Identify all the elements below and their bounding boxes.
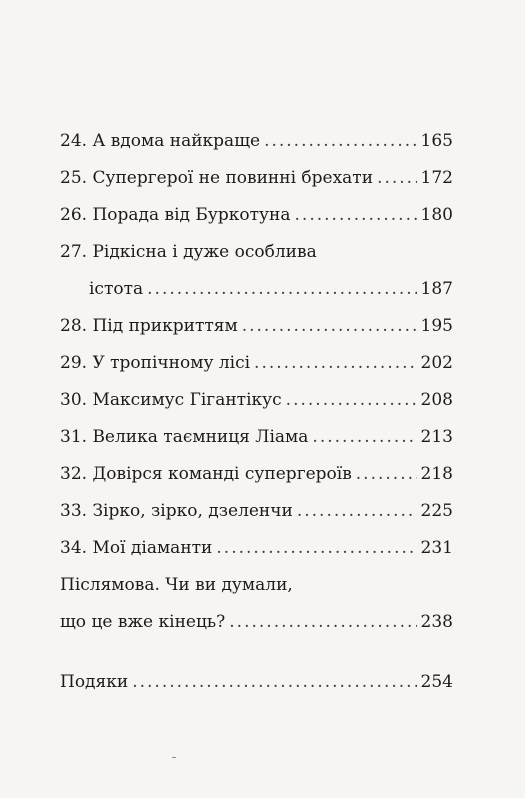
toc-title: 34. Мої діаманти — [60, 538, 213, 558]
toc-entry-28 — [60, 316, 453, 336]
paper-speck — [172, 757, 176, 758]
toc-entry-34 — [60, 538, 453, 558]
toc-page-number: 202 — [420, 353, 453, 373]
toc-title: 24. А вдома найкраще — [60, 131, 261, 151]
toc-page-number: 187 — [420, 279, 453, 299]
toc-page-number: 231 — [420, 538, 453, 558]
dot-leader — [377, 168, 416, 188]
toc-title: 31. Велика таємниця Ліама — [60, 427, 309, 447]
toc-page-number: 208 — [420, 390, 453, 410]
toc-title-line1: 27. Рідкісна і дуже особлива — [60, 242, 317, 262]
toc-title: 28. Під прикриттям — [60, 316, 238, 336]
toc-title-line2: істота — [89, 279, 144, 299]
toc-entry-acknowledgements — [60, 672, 453, 692]
dot-leader — [242, 316, 417, 336]
toc-title: 29. У тропічному лісі — [60, 353, 251, 373]
dot-leader — [264, 131, 416, 151]
toc-page-number: 172 — [420, 168, 453, 188]
toc-page-number: 254 — [420, 672, 453, 692]
dot-leader — [254, 353, 417, 373]
toc-entry-31 — [60, 427, 453, 447]
toc-entry-32 — [60, 464, 453, 484]
dot-leader — [132, 672, 416, 692]
toc-page-number: 238 — [420, 612, 453, 632]
dot-leader — [286, 390, 417, 410]
toc-entry-26 — [60, 205, 453, 225]
toc-title-line2: що це вже кінець? — [60, 612, 226, 632]
toc-entry-25 — [60, 168, 453, 188]
toc-title: 33. Зірко, зірко, дзеленчи — [60, 501, 293, 521]
toc-page-number: 213 — [420, 427, 453, 447]
toc-title-line1: Післямова. Чи ви думали, — [60, 575, 293, 595]
table-of-contents — [60, 131, 453, 709]
toc-page-number: 195 — [420, 316, 453, 336]
dot-leader — [297, 501, 417, 521]
toc-title: 26. Порада від Буркотуна — [60, 205, 291, 225]
dot-leader — [356, 464, 417, 484]
toc-entry-24 — [60, 131, 453, 151]
toc-title: Подяки — [60, 672, 129, 692]
toc-page-number: 218 — [420, 464, 453, 484]
toc-title: 32. Довірся команді супергероїв — [60, 464, 352, 484]
dot-leader — [295, 205, 417, 225]
toc-title: 25. Супергерої не повинні брехати — [60, 168, 374, 188]
toc-page-number: 165 — [420, 131, 453, 151]
section-gap — [60, 649, 453, 672]
toc-entry-27 — [60, 242, 453, 299]
toc-page-number: 225 — [420, 501, 453, 521]
dot-leader — [229, 612, 416, 632]
toc-page-number: 180 — [420, 205, 453, 225]
dot-leader — [147, 279, 416, 299]
dot-leader — [312, 427, 416, 447]
toc-entry-33 — [60, 501, 453, 521]
toc-entry-29 — [60, 353, 453, 373]
toc-title: 30. Максимус Гігантікус — [60, 390, 282, 410]
dot-leader — [216, 538, 416, 558]
toc-entry-afterword — [60, 575, 453, 632]
toc-entry-30 — [60, 390, 453, 410]
